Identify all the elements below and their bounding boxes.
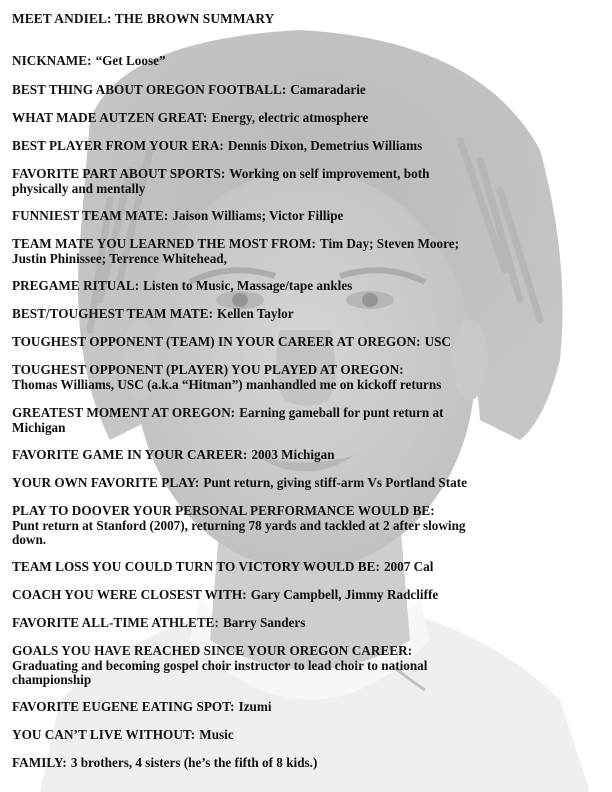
qa-item-favorite-part [12,167,604,196]
question-label: TEAM LOSS YOU COULD TURN TO VICTORY WOULD BE: [12,559,380,574]
answer-text: Listen to Music, Massage/tape ankles [143,278,353,293]
question-label: BEST THING ABOUT OREGON FOOTBALL: [12,82,287,97]
qa-item-cant-live-without [12,728,604,743]
qa-item-nickname [12,54,604,69]
page-title: MEET ANDIEL: THE BROWN SUMMARY [12,11,275,26]
qa-item-learned-most [12,237,604,266]
qa-item-favorite-play [12,476,604,491]
qa-item-athlete [12,616,604,631]
question-label: FAVORITE EUGENE EATING SPOT: [12,699,235,714]
answer-text: Jaison Williams; Victor Fillipe [172,208,344,223]
qa-item-best-player [12,139,604,154]
question-label: COACH YOU WERE CLOSEST WITH: [12,587,247,602]
answer-text: 2003 Michigan [251,447,335,462]
answer-text-continued: Michigan [12,419,66,435]
question-label: TOUGHEST OPPONENT (PLAYER) YOU PLAYED AT OREGON: [12,362,404,377]
question-label: TEAM MATE YOU LEARNED THE MOST FROM: [12,236,316,251]
qa-item-best-thing [12,83,604,98]
question-label: YOU CAN’T LIVE WITHOUT: [12,727,196,742]
question-label: PREGAME RITUAL: [12,278,140,293]
answer-text: Tim Day; Steven Moore; [319,236,459,251]
answer-text-continued: Punt return at Stanford (2007), returning 78 yards and tackled at 2 after slowing [12,517,466,533]
question-label: FUNNIEST TEAM MATE: [12,208,169,223]
qa-item-favorite-game [12,448,604,463]
qa-item-greatest-moment [12,406,604,435]
answer-text-continued: down. [12,532,47,547]
answer-text: USC [424,334,451,349]
question-label: FAVORITE GAME IN YOUR CAREER: [12,447,248,462]
question-label: BEST PLAYER FROM YOUR ERA: [12,138,224,153]
question-label: BEST/TOUGHEST TEAM MATE: [12,306,214,321]
question-label: FAVORITE ALL-TIME ATHLETE: [12,615,219,630]
answer-text-continued: physically and mentally [12,180,146,196]
answer-text: Barry Sanders [222,615,306,630]
question-label: WHAT MADE AUTZEN GREAT: [12,110,208,125]
answer-text: Punt return, giving stiff-arm Vs Portland State [203,475,467,490]
question-label: GREATEST MOMENT AT OREGON: [12,405,236,420]
question-label: PLAY TO DOOVER YOUR PERSONAL PERFORMANCE WOULD BE: [12,503,435,518]
qa-item-toughest-teammate [12,307,604,322]
qa-item-goals [12,644,604,688]
question-label: NICKNAME: [12,53,92,68]
answer-text: Izumi [238,699,272,714]
answer-text: 2007 Cal [383,559,434,574]
answer-text: Kellen Taylor [217,306,294,321]
qa-item-pregame [12,279,604,294]
answer-text: Gary Campbell, Jimmy Radcliffe [250,587,439,602]
question-label: FAVORITE PART ABOUT SPORTS: [12,166,226,181]
question-label: GOALS YOU HAVE REACHED SINCE YOUR OREGON CAREER: [12,643,413,658]
qa-item-autzen [12,111,604,126]
question-label: TOUGHEST OPPONENT (TEAM) IN YOUR CAREER AT OREGON: [12,334,421,349]
qa-item-funniest [12,209,604,224]
answer-text-continued: championship [12,672,92,687]
question-label: FAMILY: [12,755,67,770]
answer-text: Dennis Dixon, Demetrius Williams [227,138,423,153]
answer-text-continued: Graduating and becoming gospel choir instructor to lead choir to national [12,657,428,673]
qa-item-doover [12,504,604,548]
qa-item-coach [12,588,604,603]
answer-text: Earning gameball for punt return at [239,405,444,420]
qa-item-eating-spot [12,700,604,715]
qa-item-toughest-team [12,335,604,350]
answer-text-continued: Justin Phinissee; Terrence Whitehead, [12,250,227,266]
answer-text: Working on self improvement, both [229,166,430,181]
answer-text: Camaradarie [290,82,366,97]
qa-item-family [12,756,604,771]
answer-text: Energy, electric atmosphere [211,110,369,125]
answer-text: 3 brothers, 4 sisters (he’s the fifth of 8 kids.) [70,755,318,770]
answer-text: Music [199,727,234,742]
answer-text: “Get Loose” [95,53,166,68]
qa-item-toughest-player [12,363,604,392]
answer-text-continued: Thomas Williams, USC (a.k.a “Hitman”) manhandled me on kickoff returns [12,376,442,392]
qa-item-team-loss [12,560,604,575]
question-label: YOUR OWN FAVORITE PLAY: [12,475,200,490]
